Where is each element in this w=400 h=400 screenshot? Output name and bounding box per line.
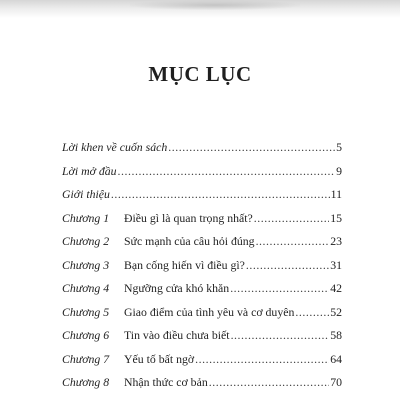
dot-leader (230, 281, 329, 296)
chapter-number: Chương 3 (62, 257, 110, 272)
entry-page-number: 52 (330, 304, 342, 319)
chapter-number: Chương 4 (62, 281, 110, 295)
toc-entry-front-matter[interactable] (62, 140, 342, 164)
chapter-title: Bạn cống hiến vì điều gì? (124, 257, 245, 272)
toc-entry-chapter[interactable] (62, 305, 342, 329)
chapter-title: Giao điểm của tình yêu và cơ duyên (124, 304, 295, 319)
entry-label: Lời khen về cuốn sách (62, 140, 168, 154)
chapter-number: Chương 5 (62, 304, 110, 319)
chapter-title: Tin vào điều chưa biết (124, 328, 230, 342)
chapter-number: Chương 2 (62, 234, 110, 248)
chapter-title: Nhận thức cơ bản (124, 375, 208, 389)
chapter-title: Điều gì là quan trọng nhất? (124, 210, 253, 225)
chapter-number: Chương 8 (62, 375, 110, 389)
dot-leader (254, 211, 329, 226)
toc-entry-chapter[interactable] (62, 234, 342, 258)
toc-entry-front-matter[interactable] (62, 187, 342, 211)
chapter-title: Yếu tố bất ngờ (124, 351, 195, 366)
entry-page-number: 11 (330, 187, 342, 201)
entry-page-number: 42 (330, 281, 342, 295)
entry-label: Lời mở đầu (62, 163, 117, 178)
toc-entry-chapter[interactable] (62, 281, 342, 305)
toc-entry-chapter[interactable] (62, 258, 342, 282)
toc-entry-chapter[interactable] (62, 352, 342, 376)
entry-page-number: 15 (330, 210, 342, 225)
dot-leader (118, 164, 336, 179)
dot-leader (168, 140, 335, 155)
toc-entry-chapter[interactable] (62, 328, 342, 352)
chapter-number: Chương 7 (62, 351, 110, 366)
dot-leader (111, 187, 330, 202)
chapter-title: Sức mạnh của câu hỏi đúng (124, 234, 255, 248)
toc-entry-chapter[interactable] (62, 375, 342, 399)
toc-entry-chapter[interactable] (62, 211, 342, 235)
entry-page-number: 23 (330, 234, 342, 248)
entry-page-number: 64 (330, 351, 342, 366)
entry-page-number: 58 (330, 328, 342, 342)
table-of-contents (62, 140, 342, 399)
page-top-shadow-center (130, 0, 300, 10)
dot-leader (231, 328, 330, 343)
toc-entry-front-matter[interactable] (62, 164, 342, 188)
entry-page-number: 70 (330, 375, 342, 389)
dot-leader (256, 234, 330, 249)
entry-page-number: 31 (330, 257, 342, 272)
dot-leader (295, 305, 329, 320)
entry-page-number: 9 (336, 163, 342, 178)
chapter-title: Ngưỡng cửa khó khăn (124, 281, 230, 295)
entry-label: Giới thiệu (62, 187, 110, 201)
dot-leader (246, 258, 329, 273)
chapter-number: Chương 1 (62, 210, 110, 225)
entry-page-number: 5 (336, 140, 342, 154)
dot-leader (195, 352, 329, 367)
dot-leader (209, 375, 329, 390)
chapter-number: Chương 6 (62, 328, 110, 342)
page-title: MỤC LỤC (148, 62, 252, 86)
